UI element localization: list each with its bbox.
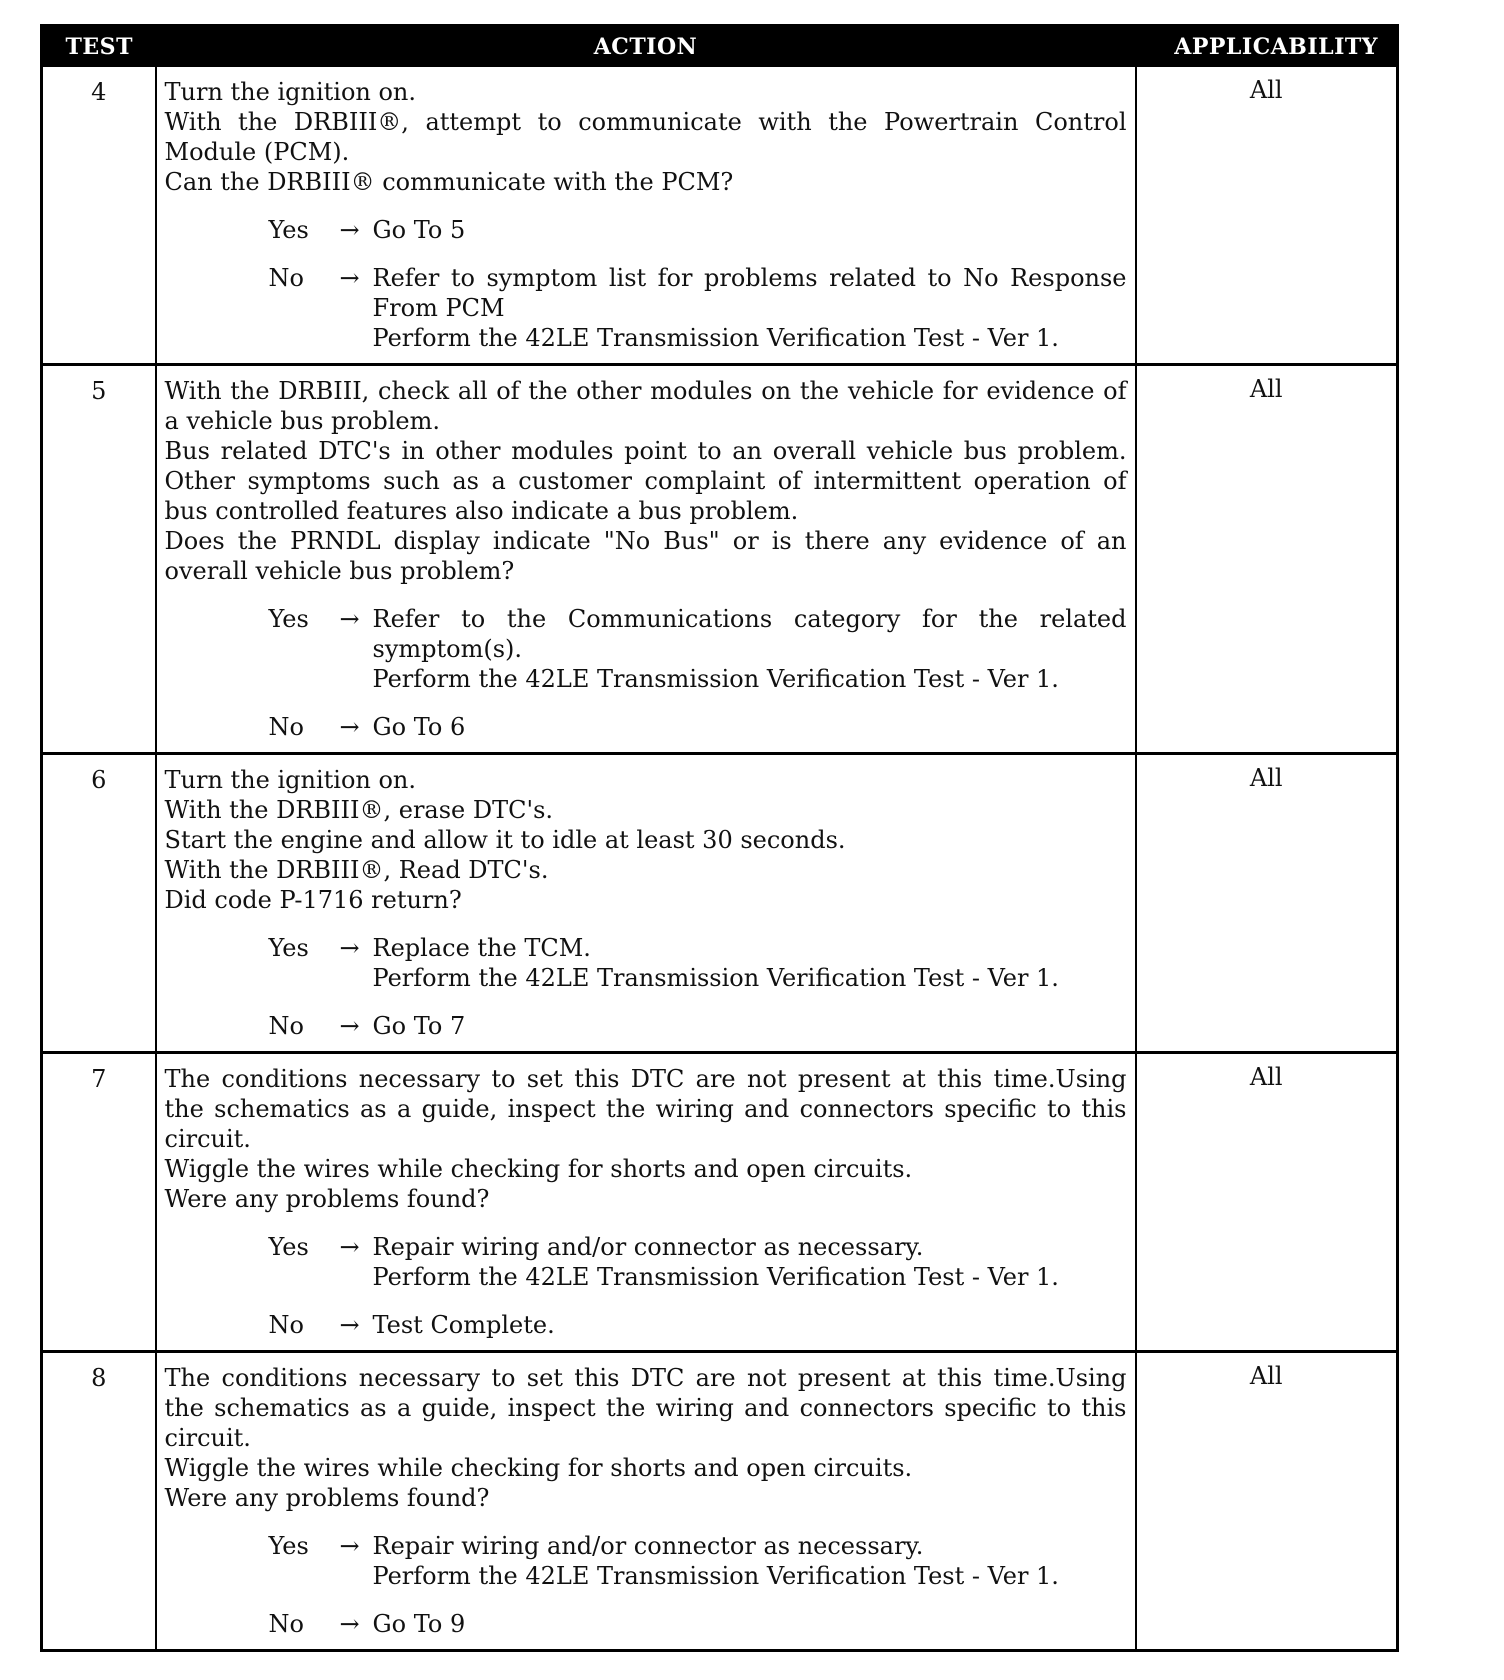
no-response	[165, 1310, 1127, 1340]
action-cell	[156, 1053, 1136, 1352]
diagnostic-test-table	[40, 24, 1399, 1652]
response-label: Yes	[268, 1233, 309, 1261]
response-label: Yes	[268, 934, 309, 962]
applicability-value: All	[1136, 1053, 1398, 1352]
result-line: Go To 7	[372, 1012, 466, 1040]
arrow-right-icon: →	[339, 216, 360, 244]
table-row	[42, 754, 1398, 1053]
action-statement: Can the DRBIII® communicate with the PCM?	[164, 168, 734, 196]
test-number: 5	[42, 365, 156, 754]
action-statement: Turn the ignition on.	[164, 766, 417, 794]
action-statement: Does the PRNDL display indicate "No Bus" or is there any evidence of an overall vehicle bus problem?	[164, 527, 1127, 585]
test-number: 4	[42, 67, 156, 365]
header-row	[42, 26, 1398, 68]
test-number: 8	[42, 1352, 156, 1651]
table-row	[42, 365, 1398, 754]
arrow-right-icon: →	[339, 713, 360, 741]
response-label: No	[268, 713, 304, 741]
action-statement: Turn the ignition on.	[164, 78, 417, 106]
response-label: Yes	[268, 1532, 309, 1560]
response-result	[373, 604, 1127, 694]
header-action: ACTION	[156, 26, 1136, 68]
result-line: Perform the 42LE Transmission Verification Test - Ver 1.	[372, 1263, 1059, 1291]
response-result	[373, 1232, 1127, 1292]
action-statement: Were any problems found?	[164, 1484, 490, 1512]
arrow-right-icon: →	[339, 605, 360, 633]
table-row	[42, 67, 1398, 365]
response-label: Yes	[268, 216, 309, 244]
action-statement: Start the engine and allow it to idle at least 30 seconds.	[164, 826, 846, 854]
action-statement: Wiggle the wires while checking for shorts and open circuits.	[164, 1155, 913, 1183]
action-statement: With the DRBIII®, erase DTC's.	[164, 796, 554, 824]
result-line: Perform the 42LE Transmission Verification Test - Ver 1.	[372, 1562, 1059, 1590]
action-statement: The conditions necessary to set this DTC are not present at this time.Using the schematics as a guide, inspect the wiring and connectors specific to this circuit.	[164, 1364, 1127, 1452]
test-number: 7	[42, 1053, 156, 1352]
no-response	[165, 1609, 1127, 1639]
yes-response	[165, 1531, 1127, 1591]
response-result	[373, 1531, 1127, 1591]
arrow-right-icon: →	[339, 1532, 360, 1560]
result-line: Perform the 42LE Transmission Verification Test - Ver 1.	[372, 964, 1059, 992]
result-line: Refer to the Communications category for the related symptom(s).	[372, 605, 1127, 663]
applicability-value: All	[1136, 365, 1398, 754]
action-statement: With the DRBIII®, Read DTC's.	[164, 856, 549, 884]
response-result	[373, 263, 1127, 353]
action-cell	[156, 754, 1136, 1053]
result-line: Test Complete.	[372, 1311, 555, 1339]
result-line: Replace the TCM.	[372, 934, 591, 962]
no-response	[165, 712, 1127, 742]
response-result	[373, 712, 1127, 742]
table-row	[42, 1352, 1398, 1651]
action-cell	[156, 365, 1136, 754]
result-line: Repair wiring and/or connector as necessary.	[372, 1233, 924, 1261]
action-statement: Wiggle the wires while checking for shorts and open circuits.	[164, 1454, 913, 1482]
response-label: No	[268, 264, 304, 292]
result-line: Go To 5	[372, 216, 466, 244]
table-body	[42, 67, 1398, 1651]
yes-response	[165, 933, 1127, 993]
test-number: 6	[42, 754, 156, 1053]
applicability-value: All	[1136, 754, 1398, 1053]
action-cell	[156, 1352, 1136, 1651]
result-line: Perform the 42LE Transmission Verification Test - Ver 1.	[372, 665, 1059, 693]
header-applicability: APPLICABILITY	[1136, 26, 1398, 68]
applicability-value: All	[1136, 1352, 1398, 1651]
arrow-right-icon: →	[339, 1233, 360, 1261]
response-result	[373, 1011, 1127, 1041]
result-line: Repair wiring and/or connector as necessary.	[372, 1532, 924, 1560]
response-result	[373, 933, 1127, 993]
yes-response	[165, 604, 1127, 694]
yes-response	[165, 1232, 1127, 1292]
action-statement: The conditions necessary to set this DTC are not present at this time.Using the schematics as a guide, inspect the wiring and connectors specific to this circuit.	[164, 1065, 1127, 1153]
action-statement: Were any problems found?	[164, 1185, 490, 1213]
no-response	[165, 263, 1127, 353]
header-test: TEST	[42, 26, 156, 68]
response-label: No	[268, 1012, 304, 1040]
action-statement: Did code P-1716 return?	[164, 886, 462, 914]
action-statement: With the DRBIII, check all of the other modules on the vehicle for evidence of a vehicle bus problem.	[164, 377, 1127, 435]
result-line: Go To 9	[372, 1610, 466, 1638]
result-line: Perform the 42LE Transmission Verification Test - Ver 1.	[372, 324, 1059, 352]
action-statement: With the DRBIII®, attempt to communicate with the Powertrain Control Module (PCM).	[164, 108, 1127, 166]
no-response	[165, 1011, 1127, 1041]
action-statement: Bus related DTC's in other modules point to an overall vehicle bus problem. Other symptoms such as a customer complaint of intermittent operation of bus controlled features also indicate a bus problem.	[164, 437, 1127, 525]
arrow-right-icon: →	[339, 1012, 360, 1040]
yes-response	[165, 215, 1127, 245]
result-line: Go To 6	[372, 713, 466, 741]
arrow-right-icon: →	[339, 1311, 360, 1339]
response-label: Yes	[268, 605, 309, 633]
response-result	[373, 1310, 1127, 1340]
table-row	[42, 1053, 1398, 1352]
response-result	[373, 1609, 1127, 1639]
applicability-value: All	[1136, 67, 1398, 365]
response-label: No	[268, 1311, 304, 1339]
response-label: No	[268, 1610, 304, 1638]
action-cell	[156, 67, 1136, 365]
arrow-right-icon: →	[339, 934, 360, 962]
arrow-right-icon: →	[339, 1610, 360, 1638]
response-result	[373, 215, 1127, 245]
arrow-right-icon: →	[339, 264, 360, 292]
result-line: Refer to symptom list for problems related to No Response From PCM	[372, 264, 1127, 322]
